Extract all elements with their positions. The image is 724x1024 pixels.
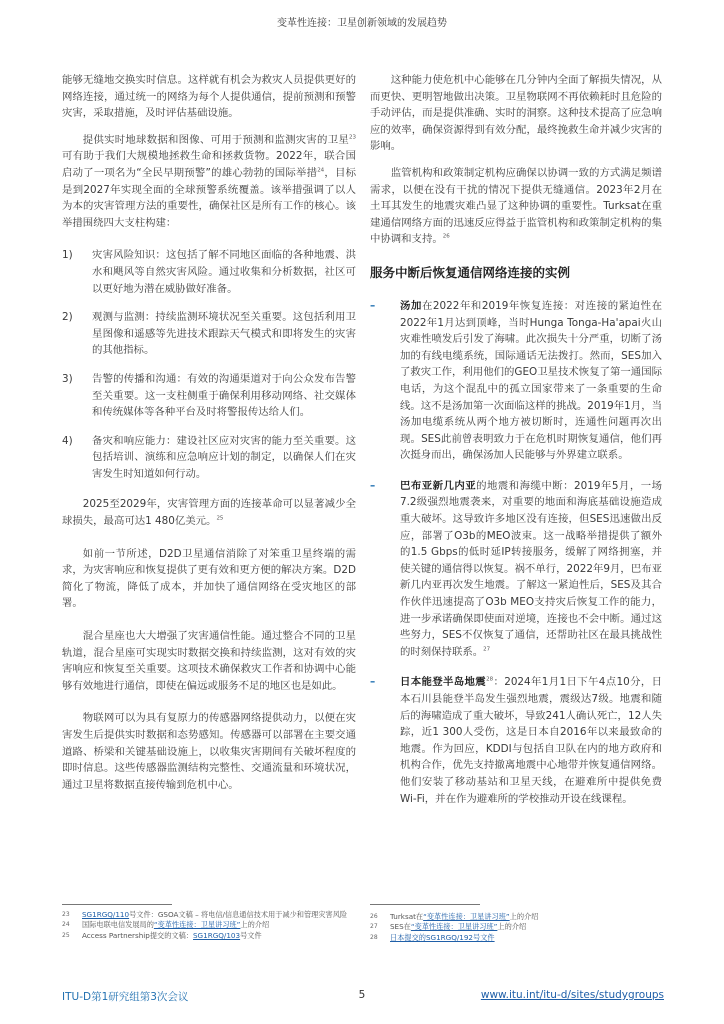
- footnote-link[interactable]: SG1RGQ/103: [193, 930, 241, 940]
- footnote-number: 26: [370, 913, 378, 920]
- footnote-ref[interactable]: 28: [486, 676, 494, 683]
- case-list: [370, 298, 662, 807]
- pillars-list: [62, 247, 356, 482]
- footnote: 26 Turksat在“变革性连接：卫星讲习班”上的介绍: [370, 912, 539, 921]
- case-lead: 日本能登半岛地震: [400, 676, 487, 689]
- list-item: – 巴布亚新几内亚的地震和海缆中断：2019年5月，一场7.2级强烈地震袭来，对重要的地面和海底基础设施造成重大破坏。这导致许多地区没有连接，但SES迅速做出反应，部署了O3b的MEO波束。这一战略举措提供了额外的1.5 Gbps的低时延IP转接服务，缓解了网络拥塞，并使关键的通信得以恢复。祸不单行，2022年9月，巴布亚新几内亚再次发生地震。了解这一紧迫性后，SES及其合作伙伴迅速提高了O3b MEO支持灾后恢复工作的能力，进一步承诺确保即使面对逆境，连接也不会中断。通过这些努力，SES不仅恢复了通信，还帮助社区在最具挑战性的时刻保持联系。$^{27}$: [370, 479, 662, 658]
- footnote-link[interactable]: “变革性连接：卫星讲习班”: [153, 920, 241, 930]
- paragraph: 混合星座也大大增强了灾害通信性能。通过整合不同的卫星轨道，混合星座可实现实时数据交换和持续监测，这对有效的灾害响应和恢复至关重要。这项技术确保救灾工作者和协调中心能够有效地进行通信，即使在偏远或服务不足的地区也是如此。: [62, 630, 356, 692]
- list-item: 3) 告警的传播和沟通：有效的沟通渠道对于向公众发布告警至关重要。这一支柱侧重于确保利用移动网络、社交媒体和传统媒体等各种平台及时将警报传达给人们。: [62, 372, 356, 419]
- section-heading: 服务中断后恢复通信网络连接的实例: [370, 264, 571, 280]
- list-number: 3): [62, 372, 73, 385]
- list-number: 4): [62, 434, 73, 447]
- footnote-ref[interactable]: 23: [349, 134, 356, 141]
- list-item: – 日本能登半岛地震$^{28}$：2024年1月1日下午4点10分，日本石川县能登半岛发生强烈地震，震级达7级。地震和随后的海啸造成了重大破坏，导致241人确认死亡，12人失踪，近1 300人受伤，这是日本自2016年以来最致命的地震。作为回应，KDDI与包括自卫队在内的地方政府和机构合作，优先支持撤离地震中心地带并恢复通信网络。他们安装了移动基站和卫星天线，在避难所中提供免费Wi-Fi，并在作为避难所的学校推动开设在线课程。: [370, 676, 663, 805]
- page-number: 5: [358, 989, 366, 1001]
- list-item: 2) 观测与监测：持续监测环境状况至关重要。这包括利用卫星图像和遥感等先进技术跟踪天气模式和即将发生的灾害的其他指标。: [62, 311, 356, 357]
- footnote-ref[interactable]: 25: [216, 515, 224, 522]
- footnote-ref[interactable]: 24: [317, 167, 325, 174]
- dash-marker: –: [370, 479, 376, 492]
- footnote-ref[interactable]: 27: [483, 646, 491, 653]
- footnote-ref[interactable]: 26: [442, 233, 450, 240]
- footnote-divider: [62, 904, 172, 905]
- list-number: 1): [62, 249, 73, 262]
- dash-marker: –: [370, 676, 376, 689]
- footnote-number: 28: [370, 933, 378, 941]
- right-column: [370, 72, 662, 821]
- footnotes-left: [62, 910, 356, 941]
- footnote-link[interactable]: “变革性连接：卫星讲习班”: [410, 922, 498, 932]
- footnote-number: 27: [370, 923, 378, 931]
- running-header: 变革性连接：卫星创新领域的发展趋势: [277, 18, 447, 29]
- footnote-number: 23: [62, 911, 70, 918]
- paragraph: 监管机构和政策制定机构应确保以协调一致的方式满足频谱需求，以便在没有干扰的情况下提供无缝通信。2023年2月在土耳其发生的地震灾难凸显了这种协调的重要性。Turksat在重建通信网络方面的迅速反应得益于监管机构和政策制定机构的集中协调和支持。$^{26}$: [370, 166, 662, 246]
- paragraph: 如前一节所述，D2D卫星通信消除了对笨重卫星终端的需求，为灾害响应和恢复提供了更有效和更方便的解决方案。D2D简化了物流，降低了成本，并加快了通信网络在受灾地区的部署。: [62, 547, 356, 610]
- page-footer: [0, 989, 724, 1009]
- paragraph: 能够无缝地交换实时信息。这样就有机会为救灾人员提供更好的网络连接，通过统一的网络为每个人提供通信，提前预测和预警灾害，采取措施，及时评估基础设施。: [62, 74, 356, 120]
- paragraph: 2025至2029年，灾害管理方面的连接革命可以显著减少全球损失，最高可达1 480亿美元。$^{25}$: [62, 498, 356, 528]
- footnote-divider: [370, 904, 480, 905]
- case-lead: 巴布亚新几内亚: [400, 479, 477, 492]
- footnote: 25 Access Partnership提交的文稿：SG1RGQ/103号文件: [62, 930, 262, 940]
- footer-url-link[interactable]: www.itu.int/itu-d/sites/studygroups: [480, 989, 664, 1001]
- dash-marker: –: [370, 299, 376, 312]
- footnote-link[interactable]: “变革性连接：卫星讲习班”: [423, 912, 510, 921]
- list-item: – 汤加在2022年和2019年恢复连接：对连接的紧迫性在2022年1月达到顶峰，当时Hunga Tonga-Ha'apai火山灾难性喷发后引发了海啸。此次损失十分严重，切断了汤加的有线电缆系统，国际通话无法拨打。然而，SES加入了救灾工作，利用他们的GEO卫星技术恢复了第一通国际电话，为这个混乱中的孤立国家带来了一条重要的生命线。这不是汤加第一次面临这样的挑战。2019年1月，当汤加电缆系统从两个地方被切断时，连通性问题再次出现。SES此前曾表明致力于在危机时期恢复通信，他们再次挺身而出，确保汤加人民能够与外界建立联系。: [370, 299, 662, 462]
- case-lead: 汤加: [400, 299, 422, 312]
- list-item: 1) 灾害风险知识：这包括了解不同地区面临的各种地震、洪水和飓风等自然灾害风险。通过收集和分析数据，社区可以更好地为潜在威胁做好准备。: [62, 249, 356, 295]
- footnote-number: 25: [62, 931, 70, 939]
- footnote-link[interactable]: 日本提交的SG1RGQ/192号文件: [390, 932, 495, 942]
- footnote: 23 SG1RGQ/110号文件：GSOA文稿 – 将电信/信息通信技术用于减少和管理灾害风险: [62, 910, 348, 919]
- footnote: [370, 933, 662, 943]
- footnote-number: 24: [62, 921, 70, 929]
- meeting-name: ITU-D第1研究组第3次会议: [62, 991, 189, 1003]
- footnote: 27 SES在“变革性连接：卫星讲习班”上的介绍: [370, 922, 527, 932]
- paragraph: 提供实时地球数据和图像、可用于预测和监测灾害的卫星$^{23}$可有助于我们大规模地拯救生命和拯救货物。2022年，联合国启动了一项名为“全民早期预警”的雄心勃勃的国际举措$^{24}$，目标是到2027年实现全面的全球预警系统覆盖。该举措强调了以人为本的灾害管理方法的重要性，确保社区是所有工作的核心。该举措围绕四大支柱构建：: [62, 133, 357, 229]
- list-item: 4) 备灾和响应能力：建设社区应对灾害的能力至关重要。这包括培训、演练和应急响应计划的制定，以确保人们在灾害发生时知道如何行动。: [62, 434, 356, 480]
- paragraph: 这种能力使危机中心能够在几分钟内全面了解损失情况，从而更快、更明智地做出决策。卫星物联网不再依赖耗时且危险的手动评估，而是提供准确、实时的洞察。这种技术提高了应急响应的效率，确保资源得到有效分配，最终挽救生命并减少灾害的影响。: [370, 74, 662, 153]
- footnote-link[interactable]: SG1RGQ/110: [82, 910, 130, 919]
- list-number: 2): [62, 311, 73, 324]
- paragraph: 物联网可以为具有复原力的传感器网络提供动力，以便在灾害发生后提供实时数据和态势感知。传感器可以部署在主要交通道路、桥梁和关键基础设施上，以收集灾害期间有关破坏程度的即时信息。这些传感器监测结构完整性、交通流量和环境状况，通过卫星将数据直接传输到危机中心。: [62, 712, 356, 791]
- footnotes-right: [370, 912, 662, 943]
- footnote: 24 国际电联电信发展局的“变革性连接：卫星讲习班”上的介绍: [62, 920, 270, 930]
- left-column: [62, 72, 356, 809]
